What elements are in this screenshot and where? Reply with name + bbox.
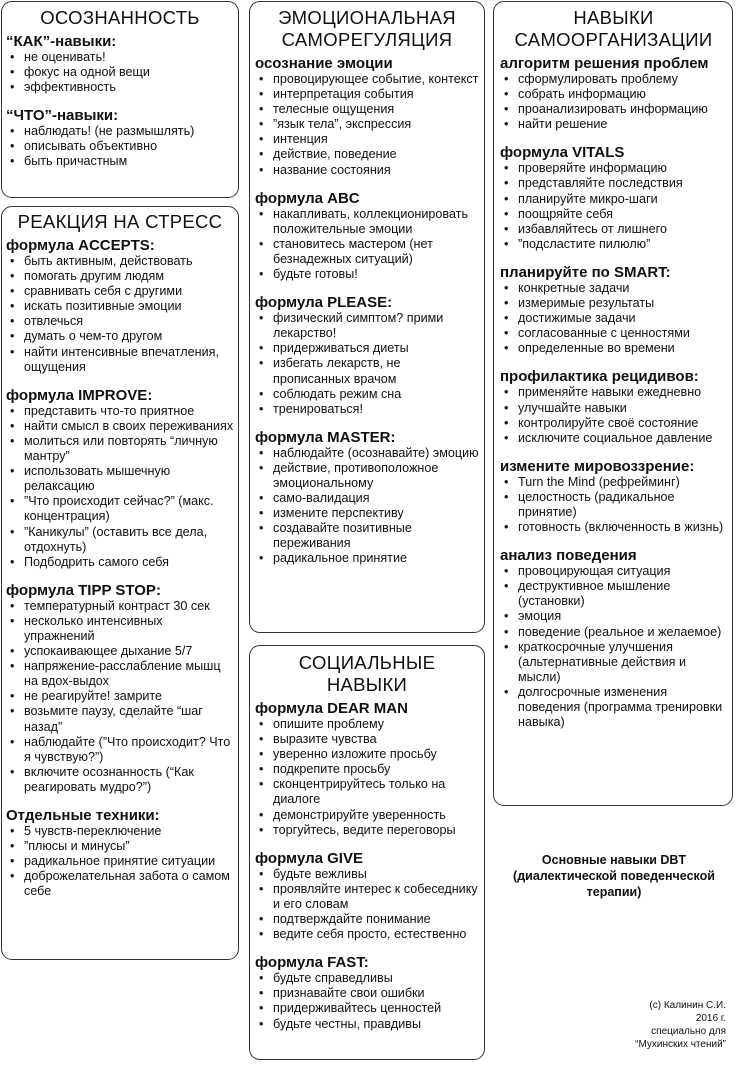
list-item: • придерживаться диеты (255, 341, 479, 356)
list-item: • определенные во времени (500, 341, 727, 356)
list-item: • измените перспективу (255, 506, 479, 521)
selforg-sections (500, 55, 727, 730)
list-item: • интерпретация события (255, 87, 479, 102)
stress-sections (6, 237, 234, 899)
dbt-caption-line1: Основные навыки DBT (541, 853, 687, 867)
bullet-list (6, 50, 234, 95)
list-item: • поощряйте себя (500, 207, 727, 222)
list-item: • найти интенсивные впечатления, ощущения (6, 345, 234, 375)
section-heading: Отдельные техники: (6, 807, 160, 824)
list-item: • ”подсластите пилюлю” (500, 237, 727, 252)
list-item: • исключите социальное давление (500, 431, 727, 446)
bullet-list (255, 446, 479, 567)
list-item: • собрать информацию (500, 87, 727, 102)
section-heading: анализ поведения (500, 547, 637, 565)
list-item: • Подбодрить самого себя (6, 555, 234, 570)
section-heading: формула GIVE (255, 849, 363, 867)
list-item: • конкретные задачи (500, 281, 727, 296)
list-item: • согласованные с ценностями (500, 326, 727, 341)
section-heading: формула ACCEPTS: (6, 237, 155, 254)
list-item: • долгосрочные изменения поведения (программа тренировки навыка) (500, 685, 727, 730)
bullet-list (500, 72, 727, 132)
bullet-list (500, 475, 727, 535)
list-item: • ведите себя просто, естественно (255, 927, 479, 942)
section-heading: профилактика рецидивов: (500, 368, 699, 386)
selforg-title (500, 7, 727, 51)
list-item: • избегать лекарств, не прописанных врачом (255, 356, 479, 386)
selforg-panel (493, 1, 733, 806)
section-spacer (255, 942, 479, 954)
section-heading: алгоритм решения проблем (500, 55, 709, 72)
list-item: • тренироваться! (255, 402, 479, 417)
list-item: • проявляйте интерес к собеседнику и его словам (255, 882, 479, 912)
stress-title: РЕАКЦИЯ НА СТРЕСС (17, 211, 223, 232)
list-item: • накапливать, коллекционировать положительные эмоции (255, 207, 479, 237)
list-item: • становитесь мастером (нет безнадежных ситуаций) (255, 237, 479, 267)
bullet-list (255, 867, 479, 942)
mindfulness-title: ОСОЗНАННОСТЬ (40, 7, 200, 28)
list-item: • планируйте микро-шаги (500, 192, 727, 207)
social-title (255, 652, 479, 696)
list-item: • телесные ощущения (255, 102, 479, 117)
bullet-list (500, 161, 727, 252)
section-spacer (6, 375, 234, 387)
mindfulness-sections (6, 33, 234, 170)
list-item: • сравнивать себя с другими (6, 284, 234, 299)
bullet-list (255, 971, 479, 1031)
list-item: • опишите проблему (255, 717, 479, 732)
social-title-line1: СОЦИАЛЬНЫЕ (298, 652, 436, 673)
bullet-list (255, 207, 479, 282)
credits (546, 999, 726, 1051)
list-item: • быть активным, действовать (6, 254, 234, 269)
section-heading: формула DEAR MAN (255, 700, 408, 717)
list-item: • будьте справедливы (255, 971, 479, 986)
list-item: • краткосрочные улучшения (альтернативные действия и мысли) (500, 640, 727, 685)
list-item: • ”плюсы и минусы” (6, 839, 234, 854)
emotion-sections (255, 55, 479, 567)
bullet-list (500, 564, 727, 730)
section-heading: измените мировоззрение: (500, 457, 695, 475)
credits-for: специально для (651, 1026, 726, 1037)
list-item: • радикальное принятие ситуации (6, 854, 234, 869)
list-item: • целостность (радикальное принятие) (500, 490, 727, 520)
list-item: • наблюдать! (не размышлять) (6, 124, 234, 139)
section-spacer (500, 252, 727, 264)
list-item: • избавляйтесь от лишнего (500, 222, 727, 237)
list-item: • название состояния (255, 163, 479, 178)
list-item: • контролируйте своё состояние (500, 416, 727, 431)
list-item: • подкрепите просьбу (255, 762, 479, 777)
bullet-list (6, 599, 234, 795)
list-item: • быть причастным (6, 154, 234, 169)
list-item: • напряжение-расслабление мышц на вдох-выдох (6, 659, 234, 689)
list-item: • представить что-то приятное (6, 404, 234, 419)
dbt-caption-line3: терапии) (586, 885, 642, 899)
bullet-list (255, 311, 479, 417)
bullet-list (6, 404, 234, 570)
section-spacer (6, 95, 234, 107)
list-item: • несколько интенсивных упражнений (6, 614, 234, 644)
bullet-list (6, 824, 234, 899)
list-item: • описывать объективно (6, 139, 234, 154)
list-item: • сконцентрируйтесь только на диалоге (255, 777, 479, 807)
section-heading: “КАК”-навыки: (6, 33, 117, 50)
bullet-list (500, 281, 727, 356)
list-item: • эмоция (500, 609, 727, 624)
list-item: • выразите чувства (255, 732, 479, 747)
emotion-panel (249, 1, 485, 633)
section-spacer (255, 417, 479, 429)
list-item: • действие, поведение (255, 147, 479, 162)
list-item: • найти смысл в своих переживаниях (6, 419, 234, 434)
list-item: • не реагируйте! замрите (6, 689, 234, 704)
section-heading: формула FAST: (255, 954, 369, 972)
section-spacer (255, 178, 479, 190)
credits-year: 2016 г. (695, 1013, 726, 1024)
section-heading: формула MASTER: (255, 428, 396, 446)
section-spacer (6, 570, 234, 582)
list-item: • фокус на одной вещи (6, 65, 234, 80)
list-item: • поведение (реальное и желаемое) (500, 625, 727, 640)
list-item: • отвлечься (6, 314, 234, 329)
list-item: • молиться или повторять “личную мантру” (6, 434, 234, 464)
list-item: • провоцирующее событие, контекст (255, 72, 479, 87)
selforg-title-line1: НАВЫКИ (573, 7, 654, 28)
section-heading: формула TIPP STOP: (6, 581, 161, 599)
social-panel (249, 645, 485, 1060)
bullet-list (6, 254, 234, 375)
list-item: • помогать другим людям (6, 269, 234, 284)
emotion-title-line2: САМОРЕГУЛЯЦИЯ (281, 29, 453, 50)
section-heading: планируйте по SMART: (500, 263, 671, 281)
section-spacer (6, 795, 234, 807)
emotion-title-line1: ЭМОЦИОНАЛЬНАЯ (278, 7, 456, 28)
list-item: • думать о чем-то другом (6, 329, 234, 344)
social-title-line2: НАВЫКИ (326, 674, 408, 695)
section-spacer (500, 446, 727, 458)
section-spacer (500, 132, 727, 144)
list-item: • ”Каникулы” (оставить все дела, отдохнуть) (6, 525, 234, 555)
list-item: • достижимые задачи (500, 311, 727, 326)
dbt-caption-line2: (диалектической поведенческой (513, 869, 715, 883)
list-item: • признавайте свои ошибки (255, 986, 479, 1001)
social-sections (255, 700, 479, 1032)
list-item: • действие, противоположное эмоциональному (255, 461, 479, 491)
list-item: • эффективность (6, 80, 234, 95)
selforg-title-line2: САМООРГАНИЗАЦИИ (514, 29, 713, 50)
list-item: • будьте честны, правдивы (255, 1017, 479, 1032)
list-item: • провоцирующая ситуация (500, 564, 727, 579)
list-item: • возьмите паузу, сделайте “шаг назад” (6, 704, 234, 734)
list-item: • наблюдайте (”Что происходит? Что я чувствую?”) (6, 735, 234, 765)
list-item: • демонстрируйте уверенность (255, 808, 479, 823)
list-item: • деструктивное мышление (установки) (500, 579, 727, 609)
list-item: • применяйте навыки ежедневно (500, 385, 727, 400)
list-item: • готовность (включенность в жизнь) (500, 520, 727, 535)
emotion-title (255, 7, 479, 51)
list-item: • ”язык тела”, экспрессия (255, 117, 479, 132)
list-item: • использовать мышечную релаксацию (6, 464, 234, 494)
list-item: • ”Что происходит сейчас?” (макс. концентрация) (6, 494, 234, 524)
list-item: • температурный контраст 30 сек (6, 599, 234, 614)
list-item: • создавайте позитивные переживания (255, 521, 479, 551)
list-item: • включите осознанность (“Как реагировать мудро?”) (6, 765, 234, 795)
list-item: • будьте готовы! (255, 267, 479, 282)
bullet-list (500, 385, 727, 445)
list-item: • наблюдайте (осознавайте) эмоцию (255, 446, 479, 461)
bullet-list (255, 717, 479, 838)
credits-author: (с) Калинин С.И. (649, 1000, 726, 1011)
section-heading: “ЧТО”-навыки: (6, 107, 119, 125)
list-item: • сформулировать проблему (500, 72, 727, 87)
section-spacer (500, 535, 727, 547)
list-item: • уверенно изложите просьбу (255, 747, 479, 762)
bullet-list (255, 72, 479, 178)
section-spacer (255, 282, 479, 294)
dbt-caption (495, 852, 733, 900)
list-item: • измеримые результаты (500, 296, 727, 311)
section-heading: осознание эмоции (255, 55, 393, 72)
list-item: • представляйте последствия (500, 176, 727, 191)
list-item: • 5 чувств-переключение (6, 824, 234, 839)
list-item: • улучшайте навыки (500, 401, 727, 416)
list-item: • проанализировать информацию (500, 102, 727, 117)
section-spacer (500, 356, 727, 368)
list-item: • проверяйте информацию (500, 161, 727, 176)
list-item: • соблюдать режим сна (255, 387, 479, 402)
stress-panel (1, 206, 239, 960)
list-item: • успокаивающее дыхание 5/7 (6, 644, 234, 659)
list-item: • подтверждайте понимание (255, 912, 479, 927)
section-heading: формула ABC (255, 189, 360, 207)
list-item: • доброжелательная забота о самом себе (6, 869, 234, 899)
section-spacer (255, 838, 479, 850)
list-item: • не оценивать! (6, 50, 234, 65)
list-item: • придерживайтесь ценностей (255, 1001, 479, 1016)
list-item: • интенция (255, 132, 479, 147)
list-item: • искать позитивные эмоции (6, 299, 234, 314)
list-item: • само-валидация (255, 491, 479, 506)
list-item: • найти решение (500, 117, 727, 132)
list-item: • будьте вежливы (255, 867, 479, 882)
section-heading: формула PLEASE: (255, 294, 393, 312)
section-heading: формула IMPROVE: (6, 386, 153, 404)
list-item: • радикальное принятие (255, 551, 479, 566)
credits-event: “Мухинских чтений” (635, 1039, 726, 1050)
list-item: • Turn the Mind (рефрейминг) (500, 475, 727, 490)
mindfulness-panel (1, 1, 239, 198)
bullet-list (6, 124, 234, 169)
list-item: • физический симптом? прими лекарство! (255, 311, 479, 341)
section-heading: формула VITALS (500, 144, 625, 162)
list-item: • торгуйтесь, ведите переговоры (255, 823, 479, 838)
